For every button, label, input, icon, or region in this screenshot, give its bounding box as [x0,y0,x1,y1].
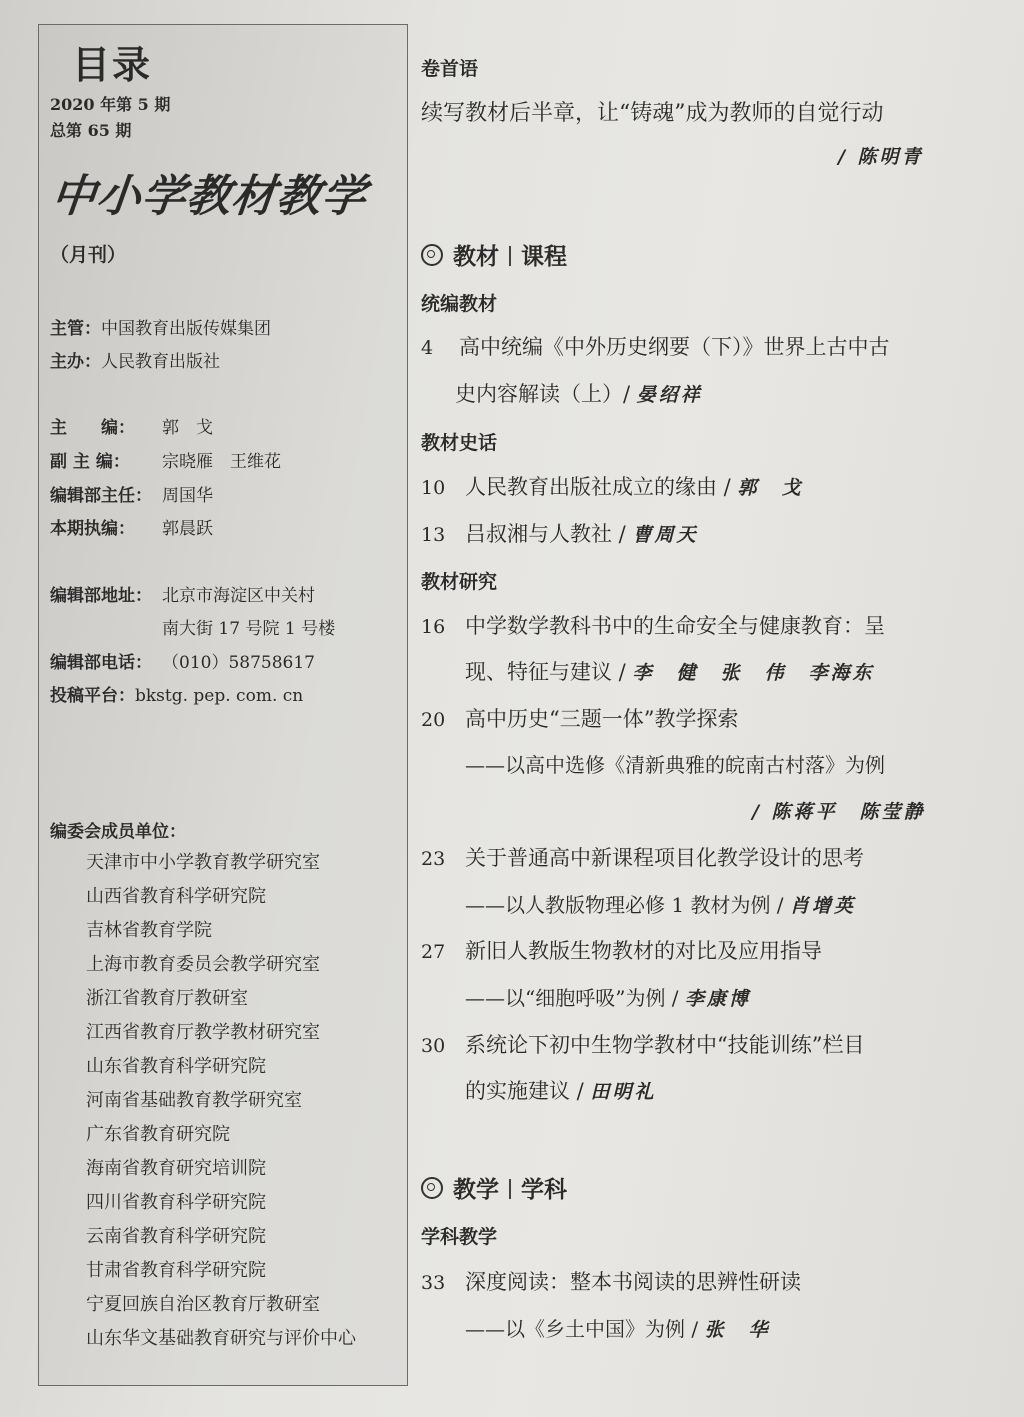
toc-entry: 33 深度阅读：整本书阅读的思辨性研读 [421,1270,801,1294]
info-address-line2: 南大街 17 号院 1 号楼 [162,619,336,639]
member-item: 山东华文基础教育研究与评价中心 [86,1328,356,1349]
section-preface: 卷首语 [421,58,479,80]
divider [509,246,511,266]
double-circle-icon [421,244,443,266]
toc-entry-author: / 陈蒋平 陈莹静 [752,801,926,823]
toc-entry-author: / 陈明青 [838,146,924,168]
subsection-heading: 统编教材 [421,293,498,315]
subsection-heading: 学科教学 [421,1226,498,1248]
toc-title: 目录 [72,42,153,87]
toc-entry-subtitle: ——以高中选修《清新典雅的皖南古村落》为例 [465,753,885,777]
info-executive-editor: 本期执编： 郭晨跃 [50,519,213,539]
double-circle-icon [421,1177,443,1199]
subsection-heading: 教材研究 [421,571,498,593]
info-submission: 投稿平台：bkstg. pep. com. cn [50,686,304,706]
issue-year: 2020 年第 5 期 [50,95,171,114]
info-sponsor: 主办：人民教育出版社 [50,352,220,372]
toc-entry: 27 新旧人教版生物教材的对比及应用指导 [421,939,822,963]
toc-entry: 13 吕叔湘与人教社 / 曹周天 [421,522,699,546]
info-department-head: 编辑部主任： 周国华 [50,486,213,506]
info-supervisor: 主管：中国教育出版传媒集团 [50,319,271,339]
toc-entry: 20 高中历史“三题一体”教学探索 [421,707,739,731]
member-item: 吉林省教育学院 [86,920,212,941]
member-item: 海南省教育研究培训院 [86,1158,266,1179]
member-item: 天津市中小学教育教学研究室 [86,852,320,873]
magazine-name-logo: 中小学教材教学 [48,171,370,222]
info-deputy-editors: 副 主 编： 宗晓雁 王维花 [50,452,281,472]
toc-entry-subtitle: ——以《乡土中国》为例 / 张 华 [465,1317,771,1341]
member-item: 广东省教育研究院 [86,1124,230,1145]
info-address: 编辑部地址： 北京市海淀区中关村 [50,586,315,606]
info-editor-in-chief: 主 编： 郭 戈 [50,418,213,438]
divider [509,1179,511,1199]
member-item: 上海市教育委员会教学研究室 [86,954,320,975]
member-item: 浙江省教育厅教研室 [86,988,248,1009]
toc-entry-continued: 史内容解读（上）/ 晏绍祥 [455,382,703,406]
toc-entry-continued: 现、特征与建议 / 李 健 张 伟 李海东 [465,660,875,684]
member-item: 山西省教育科学研究院 [86,886,266,907]
toc-entry-continued: 的实施建议 / 田明礼 [465,1079,657,1103]
member-item: 山东省教育科学研究院 [86,1056,266,1077]
toc-entry-subtitle: ——以人教版物理必修 1 教材为例 / 肖增英 [465,893,856,917]
member-item: 江西省教育厅教学教材研究室 [86,1022,320,1043]
toc-entry: 4 高中统编《中外历史纲要（下）》世界上古中古 [421,335,890,359]
toc-entry-title: 续写教材后半章，让“铸魂”成为教师的自觉行动 [421,101,884,126]
section-heading-textbook-curriculum: 教材 课程 [421,238,567,271]
member-item: 河南省基础教育教学研究室 [86,1090,302,1111]
toc-entry-subtitle: ——以“细胞呼吸”为例 / 李康博 [465,986,751,1010]
toc-entry: 16 中学数学教科书中的生命安全与健康教育：呈 [421,614,885,638]
subsection-heading: 教材史话 [421,432,498,454]
toc-entry: 10 人民教育出版社成立的缘由 / 郭 戈 [421,475,804,499]
section-heading-teaching-subject: 教学 学科 [421,1171,567,1204]
member-item: 宁夏回族自治区教育厅教研室 [86,1294,320,1315]
info-phone: 编辑部电话： （010）58758617 [50,653,315,673]
monthly-label: （月刊） [50,244,127,266]
issue-total: 总第 65 期 [50,121,132,140]
toc-entry: 23 关于普通高中新课程项目化教学设计的思考 [421,846,864,870]
member-item: 云南省教育科学研究院 [86,1226,266,1247]
members-title: 编委会成员单位： [50,822,186,842]
member-item: 甘肃省教育科学研究院 [86,1260,266,1281]
member-item: 四川省教育科学研究院 [86,1192,266,1213]
toc-entry: 30 系统论下初中生物学教材中“技能训练”栏目 [421,1033,865,1057]
